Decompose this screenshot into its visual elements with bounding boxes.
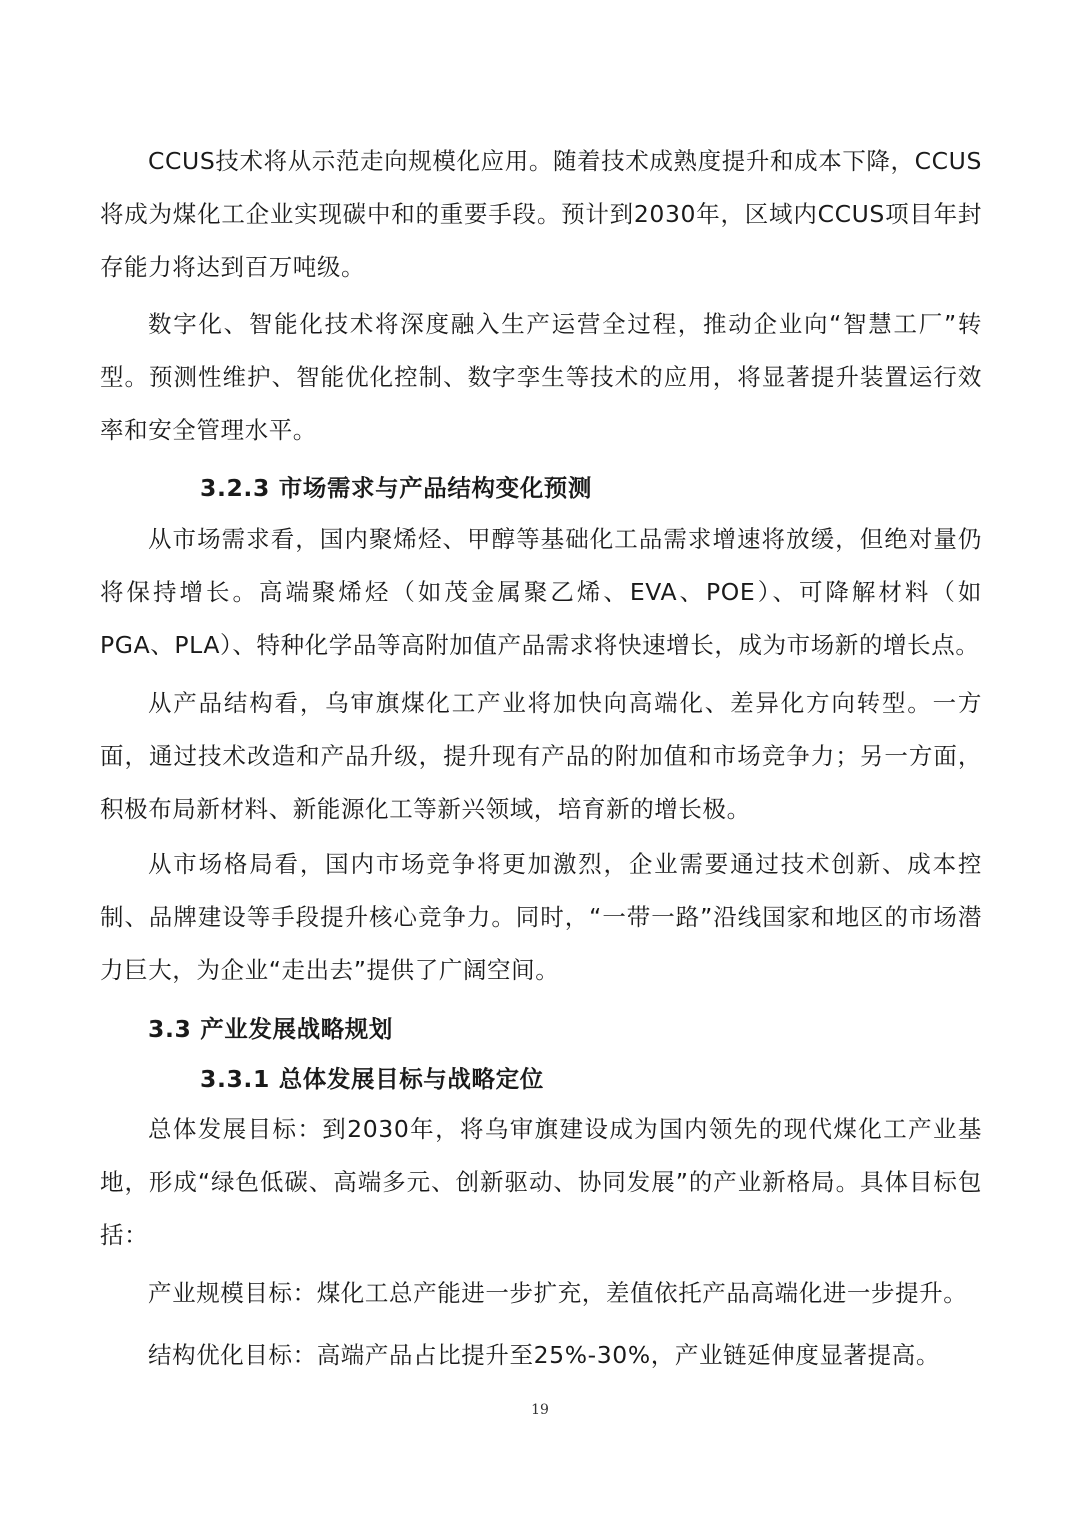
- paragraph-market-demand: 从市场需求看，国内聚烯烃、甲醇等基础化工品需求增速将放缓，但绝对量仍将保持增长。高端聚烯烃（如茂金属聚乙烯、EVA、POE）、可降解材料（如PGA、PLA）、特种化学品等高附加值产品需求将快速增长，成为市场新的增长点。: [100, 525, 982, 659]
- paragraph-structure-goal: 结构优化目标：高端产品占比提升至25%-30%，产业链延伸度显著提高。: [148, 1341, 940, 1369]
- paragraph-scale-goal: 产业规模目标：煤化工总产能进一步扩充，差值依托产品高端化进一步提升。: [148, 1279, 968, 1307]
- paragraph-ccus: CCUS技术将从示范走向规模化应用。随着技术成熟度提升和成本下降，CCUS将成为煤化工企业实现碳中和的重要手段。预计到2030年，区域内CCUS项目年封存能力将达到百万吨级。: [100, 147, 982, 281]
- heading-3-2-3: 3.2.3 市场需求与产品结构变化预测: [200, 474, 592, 502]
- heading-3-3: 3.3 产业发展战略规划: [148, 1015, 394, 1043]
- paragraph-product-structure: 从产品结构看，乌审旗煤化工产业将加快向高端化、差异化方向转型。一方面，通过技术改造和产品升级，提升现有产品的附加值和市场竞争力；另一方面，积极布局新材料、新能源化工等新兴领域，培育新的增长极。: [100, 689, 982, 823]
- heading-3-3-1: 3.3.1 总体发展目标与战略定位: [200, 1065, 544, 1093]
- page-number: 19: [531, 1402, 549, 1418]
- paragraph-market-pattern: 从市场格局看，国内市场竞争将更加激烈，企业需要通过技术创新、成本控制、品牌建设等手段提升核心竞争力。同时，“一带一路”沿线国家和地区的市场潜力巨大，为企业“走出去”提供了广阔空间。: [100, 850, 982, 984]
- paragraph-overall-goal: 总体发展目标：到2030年，将乌审旗建设成为国内领先的现代煤化工产业基地，形成“绿色低碳、高端多元、创新驱动、协同发展”的产业新格局。具体目标包括：: [100, 1115, 982, 1249]
- paragraph-digital: 数字化、智能化技术将深度融入生产运营全过程，推动企业向“智慧工厂”转型。预测性维护、智能优化控制、数字孪生等技术的应用，将显著提升装置运行效率和安全管理水平。: [100, 310, 982, 444]
